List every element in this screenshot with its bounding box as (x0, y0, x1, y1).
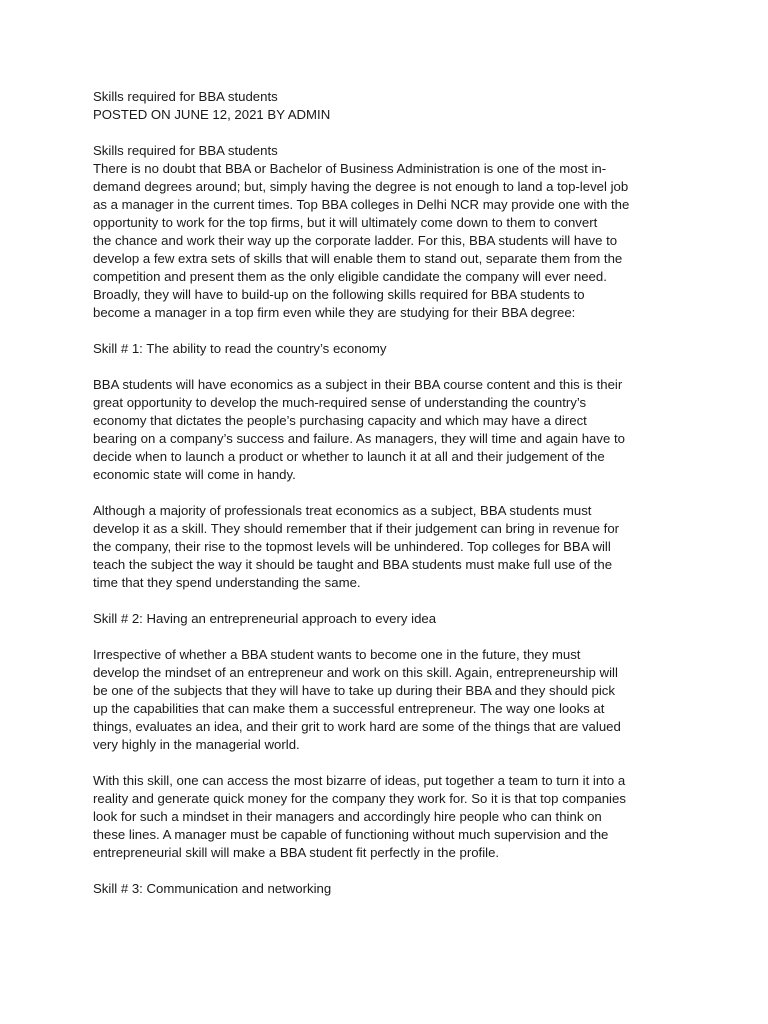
intro-paragraph (93, 160, 683, 322)
paragraph-line: demand degrees around; but, simply having the degree is not enough to land a top-level job (93, 179, 629, 194)
paragraph-line: economy that dictates the people’s purchasing capacity and which may have a direct (93, 413, 587, 428)
spacer (93, 124, 683, 142)
paragraph-line: the chance and work their way up the corporate ladder. For this, BBA students will have to (93, 233, 618, 248)
skill1-paragraph-2 (93, 502, 683, 592)
document-title: Skills required for BBA students (93, 89, 278, 104)
paragraph-line: as a manager in the current times. Top BBA colleges in Delhi NCR may provide one with the (93, 197, 630, 212)
skill2-paragraph-2 (93, 772, 683, 862)
paragraph-line: entrepreneurial skill will make a BBA student fit perfectly in the profile. (93, 845, 500, 860)
spacer (93, 592, 683, 610)
paragraph-line: There is no doubt that BBA or Bachelor of Business Administration is one of the most in- (93, 161, 607, 176)
paragraph-line: become a manager in a top firm even while they are studying for their BBA degree: (93, 305, 576, 320)
skill1-paragraph-1 (93, 376, 683, 484)
paragraph-line: competition and present them as the only eligible candidate the company will ever need. (93, 269, 607, 284)
paragraph-line: great opportunity to develop the much-required sense of understanding the country’s (93, 395, 587, 410)
paragraph-line: time that they spend understanding the same. (93, 575, 361, 590)
paragraph-line: Broadly, they will have to build-up on the following skills required for BBA students to (93, 287, 585, 302)
spacer (93, 628, 683, 646)
paragraph-line: economic state will come in handy. (93, 467, 296, 482)
paragraph-line: With this skill, one can access the most bizarre of ideas, put together a team to turn it into a (93, 773, 626, 788)
paragraph-line: things, evaluates an idea, and their grit to work hard are some of the things that are valued (93, 719, 621, 734)
skill1-heading: Skill # 1: The ability to read the country’s economy (93, 341, 387, 356)
paragraph-line: Although a majority of professionals treat economics as a subject, BBA students must (93, 503, 592, 518)
spacer (93, 322, 683, 340)
paragraph-line: BBA students will have economics as a subject in their BBA course content and this is their (93, 377, 623, 392)
skill2-paragraph-1 (93, 646, 683, 754)
paragraph-line: these lines. A manager must be capable of functioning without much supervision and the (93, 827, 609, 842)
paragraph-line: develop a few extra sets of skills that will enable them to stand out, separate them from the (93, 251, 623, 266)
paragraph-line: Irrespective of whether a BBA student wants to become one in the future, they must (93, 647, 581, 662)
paragraph-line: develop it as a skill. They should remember that if their judgement can bring in revenue for (93, 521, 620, 536)
paragraph-line: the company, their rise to the topmost levels will be unhindered. Top colleges for BBA will (93, 539, 611, 554)
spacer (93, 754, 683, 772)
paragraph-line: decide when to launch a product or whether to launch it at all and their judgement of the (93, 449, 605, 464)
paragraph-line: bearing on a company’s success and failure. As managers, they will time and again have to (93, 431, 625, 446)
paragraph-line: opportunity to work for the top firms, but it will ultimately come down to them to convert (93, 215, 598, 230)
posted-byline: POSTED ON JUNE 12, 2021 BY ADMIN (93, 107, 331, 122)
document-body (93, 88, 683, 898)
skill3-heading: Skill # 3: Communication and networking (93, 881, 332, 896)
paragraph-line: very highly in the managerial world. (93, 737, 300, 752)
spacer (93, 862, 683, 880)
intro-heading: Skills required for BBA students (93, 143, 278, 158)
paragraph-line: be one of the subjects that they will have to take up during their BBA and they should pick (93, 683, 615, 698)
paragraph-line: reality and generate quick money for the company they work for. So it is that top companies (93, 791, 626, 806)
paragraph-line: up the capabilities that can make them a successful entrepreneur. The way one looks at (93, 701, 605, 716)
paragraph-line: look for such a mindset in their managers and accordingly hire people who can think on (93, 809, 602, 824)
paragraph-line: teach the subject the way it should be taught and BBA students must make full use of the (93, 557, 613, 572)
spacer (93, 484, 683, 502)
paragraph-line: develop the mindset of an entrepreneur and work on this skill. Again, entrepreneurship will (93, 665, 618, 680)
skill2-heading: Skill # 2: Having an entrepreneurial approach to every idea (93, 611, 437, 626)
spacer (93, 358, 683, 376)
